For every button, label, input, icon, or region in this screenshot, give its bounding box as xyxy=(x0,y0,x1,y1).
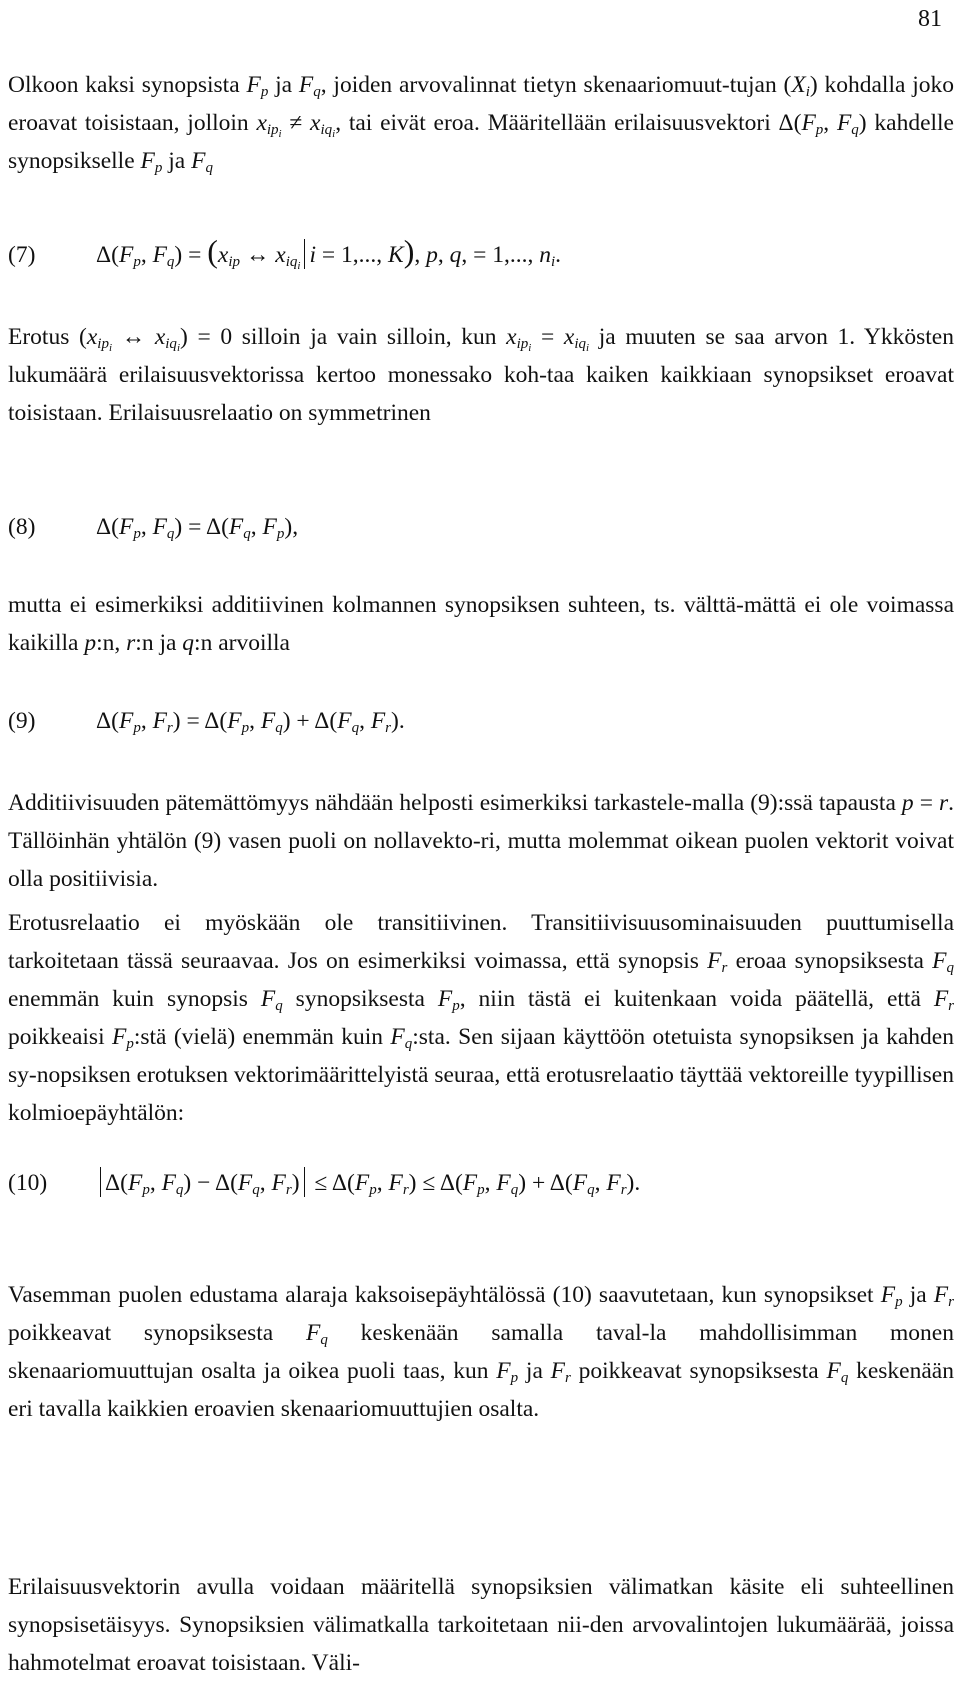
page-number: 81 xyxy=(918,6,942,32)
paragraph-intro: Olkoon kaksi synopsista $F_p$ ja $F_q$, joiden arvovalinnat tietyn skenaariomuut-tujan $(X_i)$ kohdalla joko eroavat toisistaan, jolloin $x_{ip_i} \ne x_{iq_i}$, tai eivät eroa. Määritellään erilaisuusvektori $\Delta(F_p$, $F_q$) kahdelle synopsikselle $F_p$ ja $F_q$ xyxy=(8,72,955,176)
paragraph-additivity: mutta ei esimerkiksi additiivinen kolmannen synopsiksen suhteen, ts. välttä-mättä ei ole voimassa kaikilla p:n, r:n ja q:n arvoilla xyxy=(8,592,954,656)
equation-number: (7) xyxy=(8,242,36,268)
paragraph-additivity-example: Additiivisuuden pätemättömyys nähdään helposti esimerkiksi tarkastele-malla (9):ssä tapausta p = r. Tällöinhän yhtälön (9) vasen puoli on nollavekto-ri, mutta molemmat oikean puolen vektorit voivat olla positiivisia. xyxy=(8,790,954,892)
equation-10: (10) $\Delta(F_p$, $F_q) - \Delta(F_q$, $F_r) \le \Delta(F_p$, $F_r) \le \Delta(F_p$, $F_q) + \Delta(F_q$, $F_r$). xyxy=(8,1164,640,1202)
equation-number: (8) xyxy=(8,514,36,540)
equation-8: (8) $\Delta(F_p$, $F_q) = \Delta(F_q$, $F_p$), xyxy=(8,508,298,546)
paragraph-distance: Erilaisuusvektorin avulla voidaan määritellä synopsiksien välimatkan käsite eli suhteellinen synopsisetäisyys. Synopsiksien välimatkalla tarkoitetaan nii-den arvovalintojen lukumäärää, joissa hahmotelmat eroavat toisistaan. Väli- xyxy=(8,1574,954,1676)
equation-number: (9) xyxy=(8,708,36,734)
paragraph-difference: Erotus ($x_{ip_i}$ ↔ $x_{iq_i}) = 0$ silloin ja vain silloin, kun $x_{ip_i} = x_{iq_i}$ ja muuten se saa arvon 1. Ykkösten lukumäärä erilaisuusvektorissa kertoo monessako koh-taa kaiken kaikkiaan synopsikset eroavat toisistaan. Erilaisuusrelaatio on symmetrinen xyxy=(8,324,954,426)
equation-number: (10) xyxy=(8,1170,48,1196)
equation-9: (9) $\Delta(F_p$, $F_r) = \Delta(F_p$, $F_q) + \Delta(F_q$, $F_r$). xyxy=(8,702,405,740)
equation-7: (7) $\Delta(F_p$, $F_q) = (x_{ip}$ ↔ $x_{iq_i}$ i = 1,..., K), p, q, = 1,..., $n_i$. xyxy=(8,233,562,272)
paragraph-transitivity: Erotusrelaatio ei myöskään ole transitiivinen. Transitiivisuusominaisuuden puuttumisella tarkoitetaan tässä seuraavaa. Jos on esimerkiksi voimassa, että synopsis $F_r$ eroaa synopsiksesta $F_q$ enemmän kuin synopsis $F_q$ synopsiksesta $F_p$, niin tästä ei kuitenkaan voida päätellä, että $F_r$ poikkeaisi $F_p:stä$ (vielä) enemmän kuin $F_q:sta$. Sen sijaan käyttöön otetuista synopsiksen ja kahden sy-nopsiksen erotuksen vektorimäärittelyistä seuraa, että erotusrelaatio täyttää vektoreille tyypillisen kolmioepäyhtälön: xyxy=(8,910,955,1126)
paragraph-bounds: Vasemman puolen edustama alaraja kaksoisepäyhtälössä (10) saavutetaan, kun synopsikset $F_p$ ja $F_r$ poikkeavat synopsiksesta $F_q$ keskenään samalla taval-la mahdollisimman monen skenaariomuuttujan osalta ja oikea puoli taas, kun $F_p$ ja $F_r$ poikkeavat synopsiksesta $F_q$ keskenään eri tavalla kaikkien eroavien skenaariomuuttujien osalta. xyxy=(8,1282,954,1422)
